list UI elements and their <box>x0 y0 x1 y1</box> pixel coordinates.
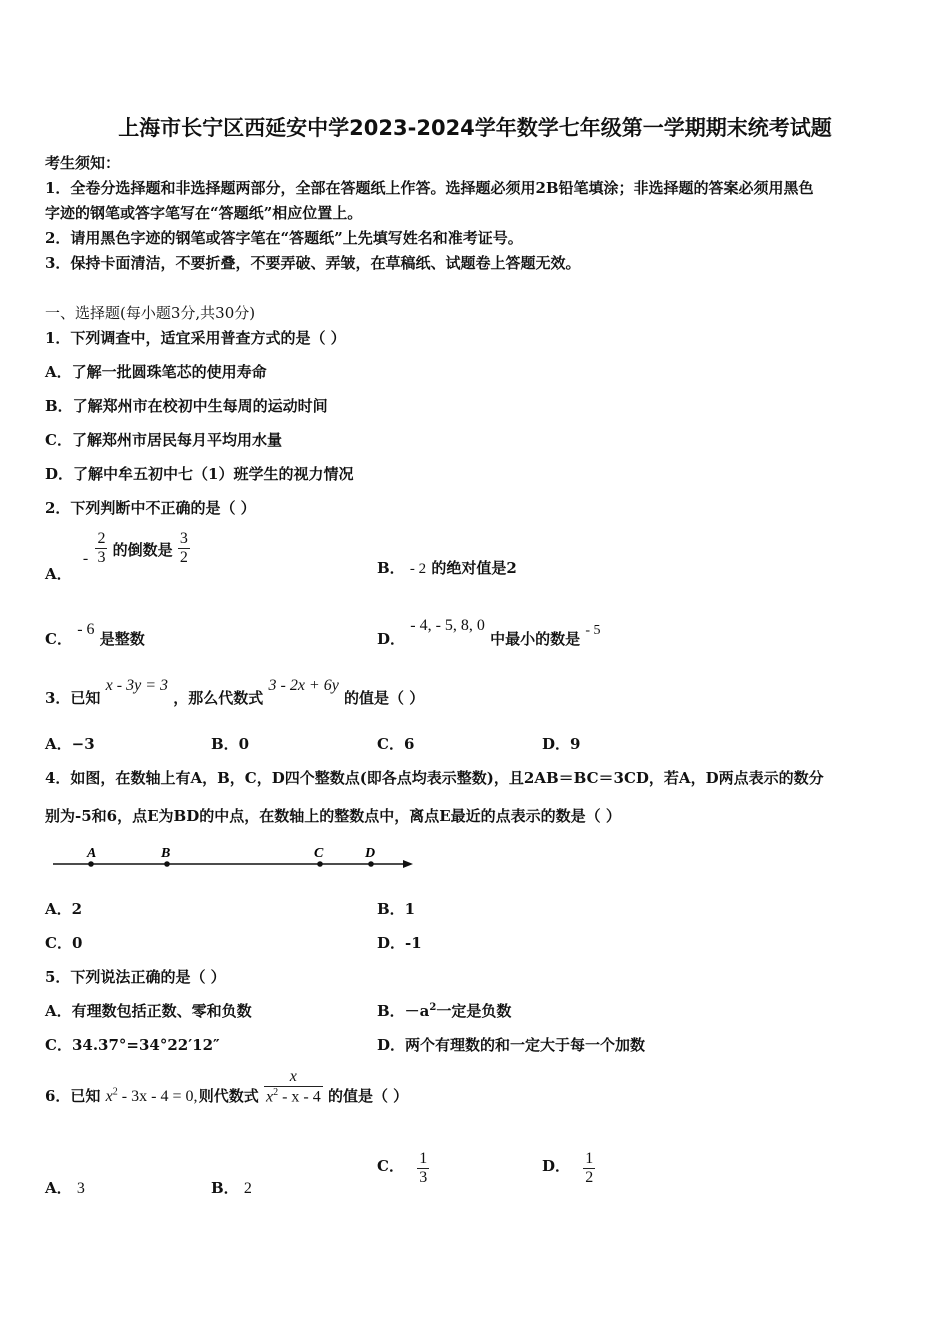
q5-option-c: C．34.37°=34°22′12″ <box>45 1036 220 1054</box>
q2-a-numerator: 2 <box>97 530 106 547</box>
q1-option-c: C．了解郑州市居民每月平均用水量 <box>45 431 282 449</box>
q6-var-x: x <box>105 1088 113 1106</box>
notice-item-1: 1．全卷分选择题和非选择题两部分，全部在答题纸上作答。选择题必须用2B铅笔填涂；非选择题的答案必须用黑色 <box>45 179 814 197</box>
page-title: 上海市长宁区西延安中学2023-2024学年数学七年级第一学期期末统考试题 <box>118 116 832 140</box>
q2-a-fraction-2 <box>178 530 190 567</box>
notice-item-2: 2．请用黑色字迹的钢笔或答字笔在“答题纸”上先填写姓名和准考证号。 <box>45 229 523 247</box>
q6-frac-numerator: x <box>289 1068 297 1085</box>
q2-a-fraction <box>95 530 107 567</box>
q6-option-d <box>542 1150 595 1187</box>
q5-stem: 5．下列说法正确的是（ ） <box>45 968 226 986</box>
q6-fraction <box>264 1068 323 1106</box>
q3-option-a: A．−3 <box>45 735 95 753</box>
point-d-dot <box>368 861 374 867</box>
q6-den-rest: - x - 4 <box>282 1088 321 1106</box>
q2-d-label: D． <box>377 630 406 648</box>
q5-b-exponent: 2 <box>429 1002 437 1013</box>
q6-a-label: A． <box>45 1179 72 1197</box>
q5-b-pre: B．－a <box>377 1002 430 1020</box>
notice-item-1-cont: 字迹的钢笔或答字笔写在“答题纸”相应位置上。 <box>45 204 363 222</box>
point-a-dot <box>88 861 94 867</box>
q6-d-denominator: 2 <box>585 1169 594 1186</box>
q4-option-b: B．1 <box>377 900 416 918</box>
q3-suffix: 的值是（ ） <box>344 689 425 707</box>
q6-frac-denominator <box>264 1086 323 1106</box>
q6-d-numerator: 1 <box>585 1150 594 1167</box>
q2-a-label: A． <box>45 564 72 583</box>
section-heading: 一、选择题(每小题3分,共30分) <box>45 304 256 322</box>
q6-prefix: 6．已知 <box>45 1087 101 1106</box>
q5-option-b <box>377 1000 511 1021</box>
q5-option-d: D．两个有理数的和一定大于每一个加数 <box>377 1036 646 1054</box>
q6-condition <box>106 1088 198 1105</box>
q2-a-text: 的倒数是 <box>112 540 173 559</box>
q6-c-label: C． <box>377 1156 404 1175</box>
q5-option-a: A．有理数包括正数、零和负数 <box>45 1002 252 1020</box>
q6-b-label: B． <box>211 1179 239 1197</box>
q6-c-fraction <box>417 1150 429 1187</box>
q2-b-expr: - 2 <box>409 561 427 577</box>
q2-stem: 2．下列判断中不正确的是（ ） <box>45 499 256 517</box>
q2-c-text: 是整数 <box>99 630 145 648</box>
q1-option-a: A．了解一批圆珠笔芯的使用寿命 <box>45 363 267 381</box>
q3-mid: ，那么代数式 <box>173 689 264 707</box>
point-b-dot <box>164 861 170 867</box>
q4-option-a: A．2 <box>45 900 83 918</box>
q6-mid: 则代数式 <box>198 1087 259 1106</box>
q2-b-label: B． <box>377 559 405 577</box>
q2-a-denominator: 3 <box>97 549 106 566</box>
q3-prefix: 3．已知 <box>45 689 101 707</box>
q6-d-fraction <box>583 1150 595 1187</box>
q4-option-d: D．-1 <box>377 934 422 952</box>
q6-c-denominator: 3 <box>419 1169 428 1186</box>
q2-c-expr: - 6 <box>77 621 95 638</box>
q6-option-c <box>377 1150 429 1187</box>
q3-expr-2: 3 - 2x + 6y <box>268 677 339 694</box>
q2-d-expr: - 4, - 5, 8, 0 <box>410 617 485 634</box>
q2-b-text: 的绝对值是2 <box>431 559 517 577</box>
number-line-arrow <box>403 860 413 868</box>
point-c-dot <box>317 861 323 867</box>
q2-a-minus: - <box>82 549 89 567</box>
q2-d-answer: - 5 <box>585 623 601 638</box>
q1-stem: 1．下列调查中，适宜采用普查方式的是（ ） <box>45 329 346 347</box>
notice-header: 考生须知： <box>45 154 121 172</box>
q6-option-a <box>45 1177 85 1198</box>
q2-option-d <box>377 614 601 648</box>
q1-option-b: B．了解郑州市在校初中生每周的运动时间 <box>45 397 328 415</box>
q2-a-numerator-2: 3 <box>179 530 188 547</box>
q6-a-value: 3 <box>76 1180 85 1197</box>
number-line-figure <box>45 840 425 880</box>
q6-b-value: 2 <box>243 1180 252 1197</box>
q6-suffix: 的值是（ ） <box>327 1087 409 1106</box>
q4-option-c: C．0 <box>45 934 83 952</box>
q5-b-post: 一定是负数 <box>436 1002 512 1020</box>
q3-expr-1: x - 3y = 3 <box>105 677 168 694</box>
q3-option-d: D．9 <box>542 735 581 753</box>
point-a-label: A <box>87 846 97 861</box>
point-b-label: B <box>161 846 171 861</box>
q6-den-x: x <box>265 1088 274 1106</box>
q3-option-c: C．6 <box>377 735 415 753</box>
q6-cond-rest: - 3x - 4 = 0, <box>121 1088 198 1106</box>
notice-item-3: 3．保持卡面清洁，不要折叠，不要弄破、弄皱，在草稿纸、试题卷上答题无效。 <box>45 254 581 272</box>
q2-option-a <box>45 530 190 583</box>
q6-stem <box>45 1068 408 1106</box>
point-c-label: C <box>314 846 324 861</box>
q6-den-sq: 2 <box>273 1087 279 1098</box>
q3-stem <box>45 674 425 707</box>
q6-c-numerator: 1 <box>419 1150 428 1167</box>
q6-sq: 2 <box>112 1086 118 1098</box>
q2-option-b <box>377 557 517 578</box>
q2-a-denominator-2: 2 <box>179 549 188 566</box>
point-d-label: D <box>365 846 376 861</box>
q6-option-b <box>211 1177 252 1198</box>
q3-option-b: B．0 <box>211 735 250 753</box>
q4-stem-line-2: 别为-5和6，点E为BD的中点，在数轴上的整数点中，离点E最近的点表示的数是（ ） <box>45 807 621 825</box>
q6-d-label: D． <box>542 1156 571 1175</box>
q2-c-label: C． <box>45 630 72 648</box>
q2-option-c <box>45 618 145 648</box>
q1-option-d: D．了解中牟五初中七（1）班学生的视力情况 <box>45 465 354 483</box>
q2-d-text: 中最小的数是 <box>490 630 581 648</box>
q4-stem-line-1: 4．如图，在数轴上有A，B，C，D四个整数点(即各点均表示整数)，且2AB＝BC＝3CD，若A，D两点表示的数分 <box>45 769 824 787</box>
